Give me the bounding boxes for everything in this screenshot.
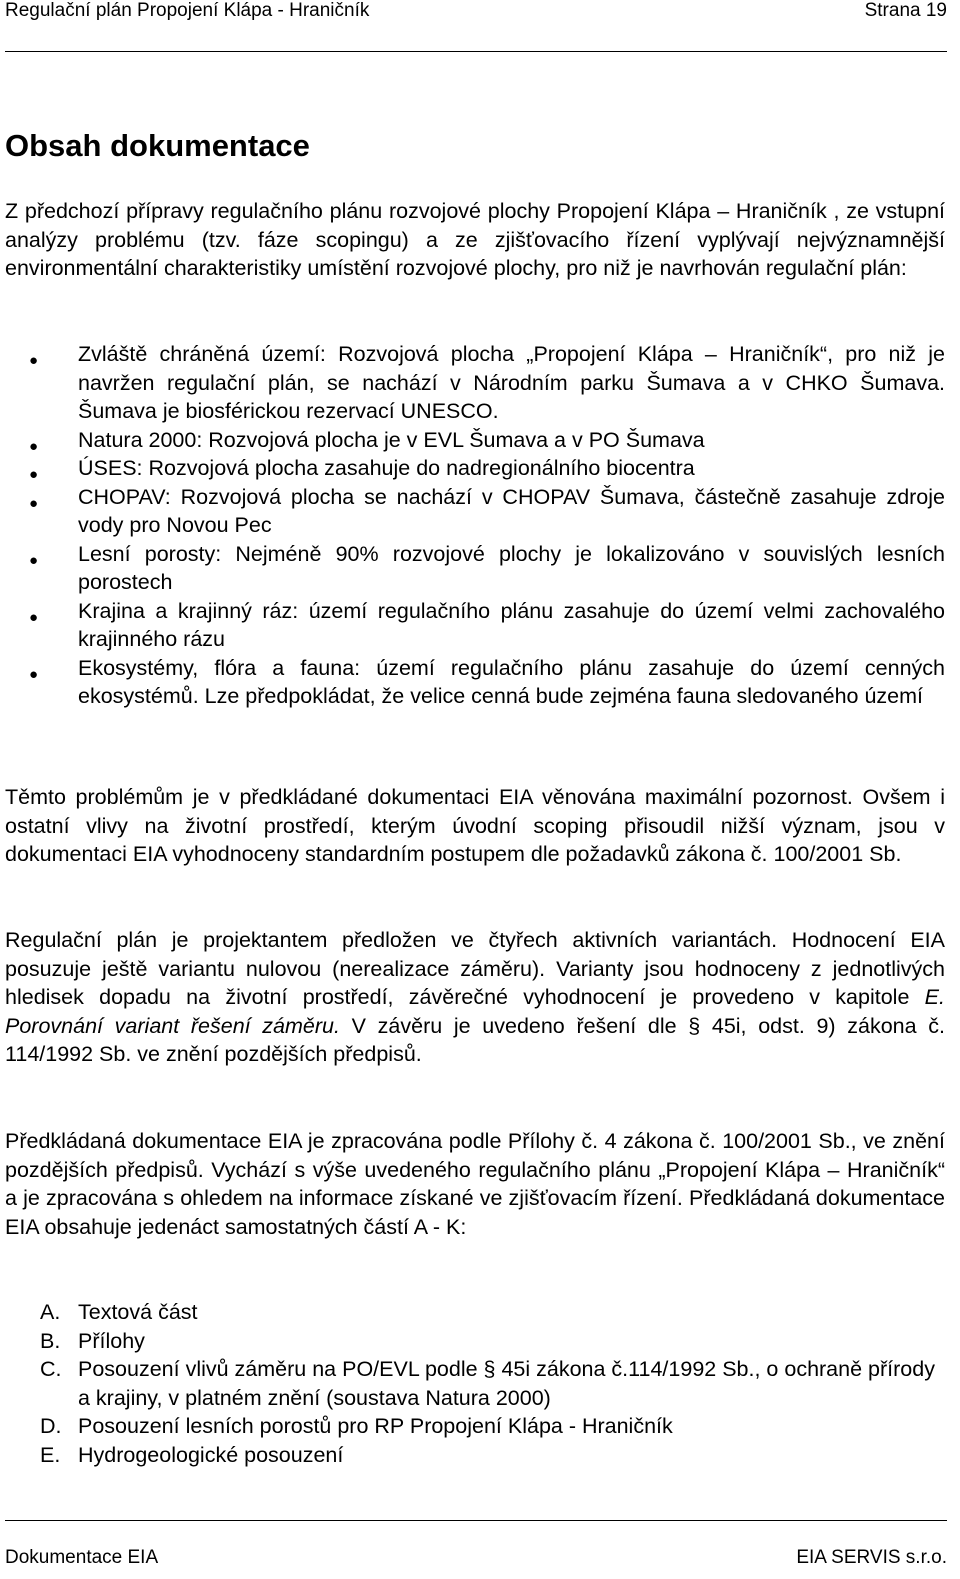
bullet-icon: ● [29,608,39,626]
intro-paragraph: Z předchozí přípravy regulačního plánu rozvojové plochy Propojení Klápa – Hraničník , ze vstupní analýzy problému (tzv. fáze scopingu) a ze zjišťovacího řízení vyplývají nejvýznamnější environmentální charakteristiky umístění rozvojové plochy, pro niž je navrhován regulační plán: [5,199,945,280]
list-item: D. Posouzení lesních porostů pro RP Propojení Klápa - Hraničník [40,1414,673,1438]
page-header [5,0,947,26]
paragraph-problems: Těmto problémům je v předkládané dokumentaci EIA věnována maximální pozornost. Ovšem i ostatní vlivy na životní prostředí, kterým úvodní scoping přisoudil nižší význam, jsou v dokumentaci EIA vyhodnoceny standardním postupem dle požadavků zákona č. 100/2001 Sb. [5,785,945,866]
list-item: ● Lesní porosty: Nejméně 90% rozvojové plochy je lokalizováno v souvislých lesních porostech [29,541,945,594]
list-item: A. Textová část [40,1300,198,1324]
list-item: ● Ekosystémy, flóra a fauna: území regulačního plánu zasahuje do území cenných ekosystémů. Lze předpokládat, že velice cenná bude zejména fauna sledovaného území [29,655,945,708]
footer-rule [5,1520,947,1521]
bullet-icon: ● [29,466,39,483]
list-item: B. Přílohy [40,1328,145,1353]
bullet-icon: ● [29,437,39,455]
bullet-icon: ● [29,551,39,569]
list-item: ● Natura 2000: Rozvojová plocha je v EVL Šumava a v PO Šumava [5,426,945,455]
bullet-icon: ● [29,494,39,512]
header-rule [5,51,947,52]
list-item: ● Zvláště chráněná území: Rozvojová plocha „Propojení Klápa – Hraničník“, pro niž je navržen regulační plán, se nachází v Národním parku Šumava a v CHKO Šumava. Šumava je biosférickou rezervací UNESCO. [29,342,945,423]
list-item: ● CHOPAV: Rozvojová plocha se nachází v CHOPAV Šumava, částečně zasahuje zdroje vody pro Novou Pec [29,484,945,537]
header-doc-title: Regulační plán Propojení Klápa - Hraničník [5,0,370,21]
header-page-number: Strana 19 [864,0,947,21]
list-item: E. Hydrogeologické posouzení [40,1442,344,1467]
parts-list [40,1298,946,1469]
footer-right: EIA SERVIS s.r.o. [796,1547,947,1568]
bullet-icon: ● [29,665,39,683]
section-title: Obsah dokumentace [5,128,310,163]
bullet-icon: ● [29,352,39,369]
chapter-reference: E. Porovnání variant řešení záměru. [5,985,945,1038]
paragraph-documentation: Předkládaná dokumentace EIA je zpracována podle Přílohy č. 4 zákona č. 100/2001 Sb., ve znění pozdějších předpisů. Vychází s výše uvedeného regulačního plánu „Propojení Klápa – Hraničník“ a je zpracována s ohledem na informace získané ve zjišťovacím řízení. Předkládaná dokumentace EIA obsahuje jedenáct samostatných částí A - K: [5,1129,945,1239]
list-item: ● Krajina a krajinný ráz: území regulačního plánu zasahuje do území velmi zachovalého krajinného rázu [29,598,945,651]
page-footer [5,1546,947,1576]
characteristics-list [5,340,945,711]
paragraph-variants: Regulační plán je projektantem předložen ve čtyřech aktivních variantách. Hodnocení EIA posuzuje ještě variantu nulovou (nerealizace záměru). Varianty jsou hodnoceny z jednotlivých hledisek dopadu na životní prostředí, závěrečné vyhodnocení je provedeno v kapitole E. Porovnání variant řešení záměru. V závěru je uvedeno řešení dle § 45i, odst. 9) zákona č. 114/1992 Sb. ve znění pozdějších předpisů. [5,928,945,1066]
footer-left: Dokumentace EIA [5,1547,159,1568]
list-item: C. Posouzení vlivů záměru na PO/EVL podle § 45i zákona č.114/1992 Sb., o ochraně přírody a krajiny, v platném znění (soustava Natura 2000) [40,1357,935,1410]
list-item: ● ÚSES: Rozvojová plocha zasahuje do nadregionálního biocentra [5,454,945,483]
